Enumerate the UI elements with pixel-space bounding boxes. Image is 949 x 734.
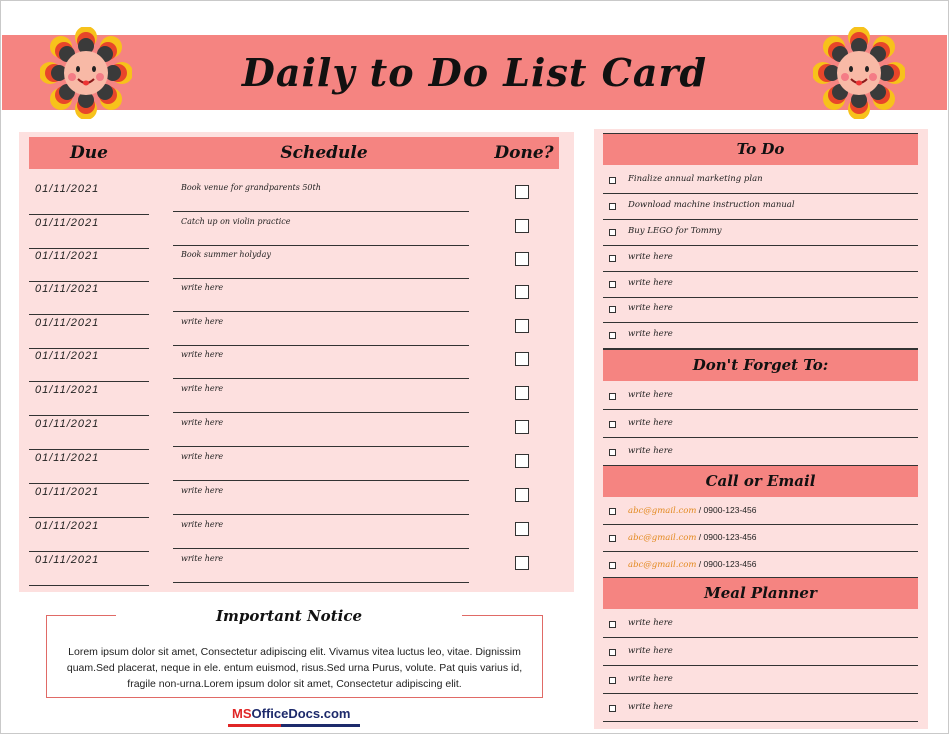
list-item: [603, 553, 918, 579]
schedule-row: [19, 514, 574, 548]
due-date[interactable]: 01/11/2021: [35, 350, 100, 362]
checkbox-bullet[interactable]: [609, 562, 616, 569]
checkbox-bullet[interactable]: [609, 332, 616, 339]
contact-text: [628, 532, 756, 543]
schedule-row: [19, 244, 574, 278]
due-date[interactable]: 01/11/2021: [35, 520, 100, 532]
list-item: [603, 440, 918, 466]
checkbox-bullet[interactable]: [609, 255, 616, 262]
checkbox-bullet[interactable]: [609, 306, 616, 313]
schedule-row: [19, 378, 574, 412]
item-underline: [603, 409, 918, 410]
phone-number: / 0900-123-456: [698, 532, 757, 542]
phone-number: / 0900-123-456: [698, 559, 757, 569]
notice-title-wrap: [116, 604, 462, 628]
logo-text: [232, 706, 350, 721]
due-column-header: Due: [70, 143, 108, 163]
call-or-email-header: Call or Email: [603, 465, 918, 497]
checkbox-bullet[interactable]: [609, 705, 616, 712]
item-text[interactable]: write here: [628, 618, 673, 628]
item-underline: [603, 721, 918, 722]
done-checkbox[interactable]: [515, 420, 529, 434]
item-text[interactable]: Buy LEGO for Tommy: [628, 226, 722, 236]
smiley-flower-icon: [813, 27, 905, 119]
email-link[interactable]: abc@gmail.com: [628, 533, 697, 543]
schedule-column-header: Schedule: [280, 143, 368, 163]
due-date[interactable]: 01/11/2021: [35, 452, 100, 464]
logo-underline: [228, 724, 360, 727]
schedule-row: [19, 412, 574, 446]
schedule-task[interactable]: Catch up on violin practice: [181, 217, 291, 226]
schedule-row: [19, 177, 574, 211]
list-item: [603, 168, 918, 194]
list-item: [603, 412, 918, 438]
dont-forget-header: Don't Forget To:: [603, 349, 918, 381]
done-checkbox[interactable]: [515, 522, 529, 536]
due-date[interactable]: 01/11/2021: [35, 384, 100, 396]
checkbox-bullet[interactable]: [609, 677, 616, 684]
page-title: Daily to Do List Card: [241, 50, 708, 95]
item-text[interactable]: write here: [628, 674, 673, 684]
done-checkbox[interactable]: [515, 386, 529, 400]
logo-com: .com: [320, 706, 351, 721]
schedule-task[interactable]: write here: [181, 452, 224, 461]
smiley-flower-icon: [40, 27, 132, 119]
item-underline: [603, 637, 918, 638]
logo-ms: MS: [232, 706, 252, 721]
due-date[interactable]: 01/11/2021: [35, 183, 100, 195]
schedule-task[interactable]: write here: [181, 418, 224, 427]
done-checkbox[interactable]: [515, 454, 529, 468]
list-item: [603, 612, 918, 638]
notice-text: Lorem ipsum dolor sit amet, Consectetur adipiscing elit. Vivamus vitea luctus leo, vitae. Dignissim quam.Sed placerat, neque in ele. entum euismod, risus.Sed urna Purus, volute. Pat quis varius id, fragile non-urna.Lorem ipsum dolor sit amet, Consectetur adipiscing elit.: [66, 646, 523, 690]
list-item: [603, 220, 918, 246]
checkbox-bullet[interactable]: [609, 281, 616, 288]
contact-text: [628, 559, 756, 570]
item-text[interactable]: write here: [628, 303, 673, 313]
done-column-header: Done?: [494, 143, 554, 163]
list-item: [603, 272, 918, 298]
done-checkbox[interactable]: [515, 219, 529, 233]
schedule-row: [19, 480, 574, 514]
checkbox-bullet[interactable]: [609, 449, 616, 456]
schedule-panel: [19, 132, 574, 592]
item-text[interactable]: write here: [628, 418, 673, 428]
title-banner: [2, 35, 947, 110]
list-item: [603, 526, 918, 552]
list-item: [603, 696, 918, 722]
msofficedocs-logo[interactable]: [228, 706, 360, 726]
checkbox-bullet[interactable]: [609, 177, 616, 184]
schedule-task[interactable]: write here: [181, 520, 224, 529]
due-date[interactable]: 01/11/2021: [35, 418, 100, 430]
checkbox-bullet[interactable]: [609, 508, 616, 515]
due-date[interactable]: 01/11/2021: [35, 250, 100, 262]
schedule-row: [19, 211, 574, 245]
schedule-task[interactable]: write here: [181, 283, 224, 292]
meal-planner-header: Meal Planner: [603, 577, 918, 609]
due-date[interactable]: 01/11/2021: [35, 486, 100, 498]
checkbox-bullet[interactable]: [609, 393, 616, 400]
contact-text: [628, 505, 756, 516]
due-date[interactable]: 01/11/2021: [35, 554, 100, 566]
item-text[interactable]: Finalize annual marketing plan: [628, 174, 763, 184]
item-underline: [603, 665, 918, 666]
schedule-task[interactable]: Book summer holyday: [181, 250, 271, 259]
done-checkbox[interactable]: [515, 556, 529, 570]
schedule-task[interactable]: Book venue for grandparents 50th: [181, 183, 321, 192]
due-underline: [29, 585, 149, 586]
list-item: [603, 297, 918, 323]
schedule-row: [19, 446, 574, 480]
list-item: [603, 194, 918, 220]
schedule-task[interactable]: write here: [181, 350, 224, 359]
checkbox-bullet[interactable]: [609, 649, 616, 656]
task-underline: [173, 582, 469, 583]
item-text[interactable]: write here: [628, 252, 673, 262]
schedule-row: [19, 277, 574, 311]
schedule-task[interactable]: write here: [181, 384, 224, 393]
done-checkbox[interactable]: [515, 352, 529, 366]
schedule-row: [19, 344, 574, 378]
notice-title: Important Notice: [215, 607, 362, 625]
right-panel: [594, 129, 928, 729]
item-text[interactable]: write here: [628, 446, 673, 456]
item-text[interactable]: write here: [628, 646, 673, 656]
list-item: [603, 246, 918, 272]
phone-number: / 0900-123-456: [698, 505, 757, 515]
item-underline: [603, 551, 918, 552]
checkbox-bullet[interactable]: [609, 203, 616, 210]
logo-office-docs: OfficeDocs: [251, 706, 321, 721]
due-date[interactable]: 01/11/2021: [35, 317, 100, 329]
item-text[interactable]: write here: [628, 702, 673, 712]
schedule-task[interactable]: write here: [181, 554, 224, 563]
list-item: [603, 499, 918, 525]
email-link[interactable]: abc@gmail.com: [628, 506, 697, 516]
item-underline: [603, 524, 918, 525]
schedule-row: [19, 548, 574, 582]
email-link[interactable]: abc@gmail.com: [628, 560, 697, 570]
schedule-row: [19, 311, 574, 345]
item-text[interactable]: Download machine instruction manual: [628, 200, 795, 210]
schedule-task[interactable]: write here: [181, 317, 224, 326]
list-item: [603, 323, 918, 349]
list-item: [603, 640, 918, 666]
done-checkbox[interactable]: [515, 319, 529, 333]
item-text[interactable]: write here: [628, 278, 673, 288]
item-underline: [603, 693, 918, 694]
done-checkbox[interactable]: [515, 252, 529, 266]
due-date[interactable]: 01/11/2021: [35, 283, 100, 295]
done-checkbox[interactable]: [515, 488, 529, 502]
schedule-header: [29, 137, 559, 169]
item-text[interactable]: write here: [628, 390, 673, 400]
due-date[interactable]: 01/11/2021: [35, 217, 100, 229]
checkbox-bullet[interactable]: [609, 421, 616, 428]
item-underline: [603, 437, 918, 438]
todo-header: To Do: [603, 133, 918, 165]
checkbox-bullet[interactable]: [609, 621, 616, 628]
schedule-task[interactable]: write here: [181, 486, 224, 495]
checkbox-bullet[interactable]: [609, 229, 616, 236]
checkbox-bullet[interactable]: [609, 535, 616, 542]
done-checkbox[interactable]: [515, 285, 529, 299]
item-text[interactable]: write here: [628, 329, 673, 339]
list-item: [603, 384, 918, 410]
done-checkbox[interactable]: [515, 185, 529, 199]
list-item: [603, 668, 918, 694]
